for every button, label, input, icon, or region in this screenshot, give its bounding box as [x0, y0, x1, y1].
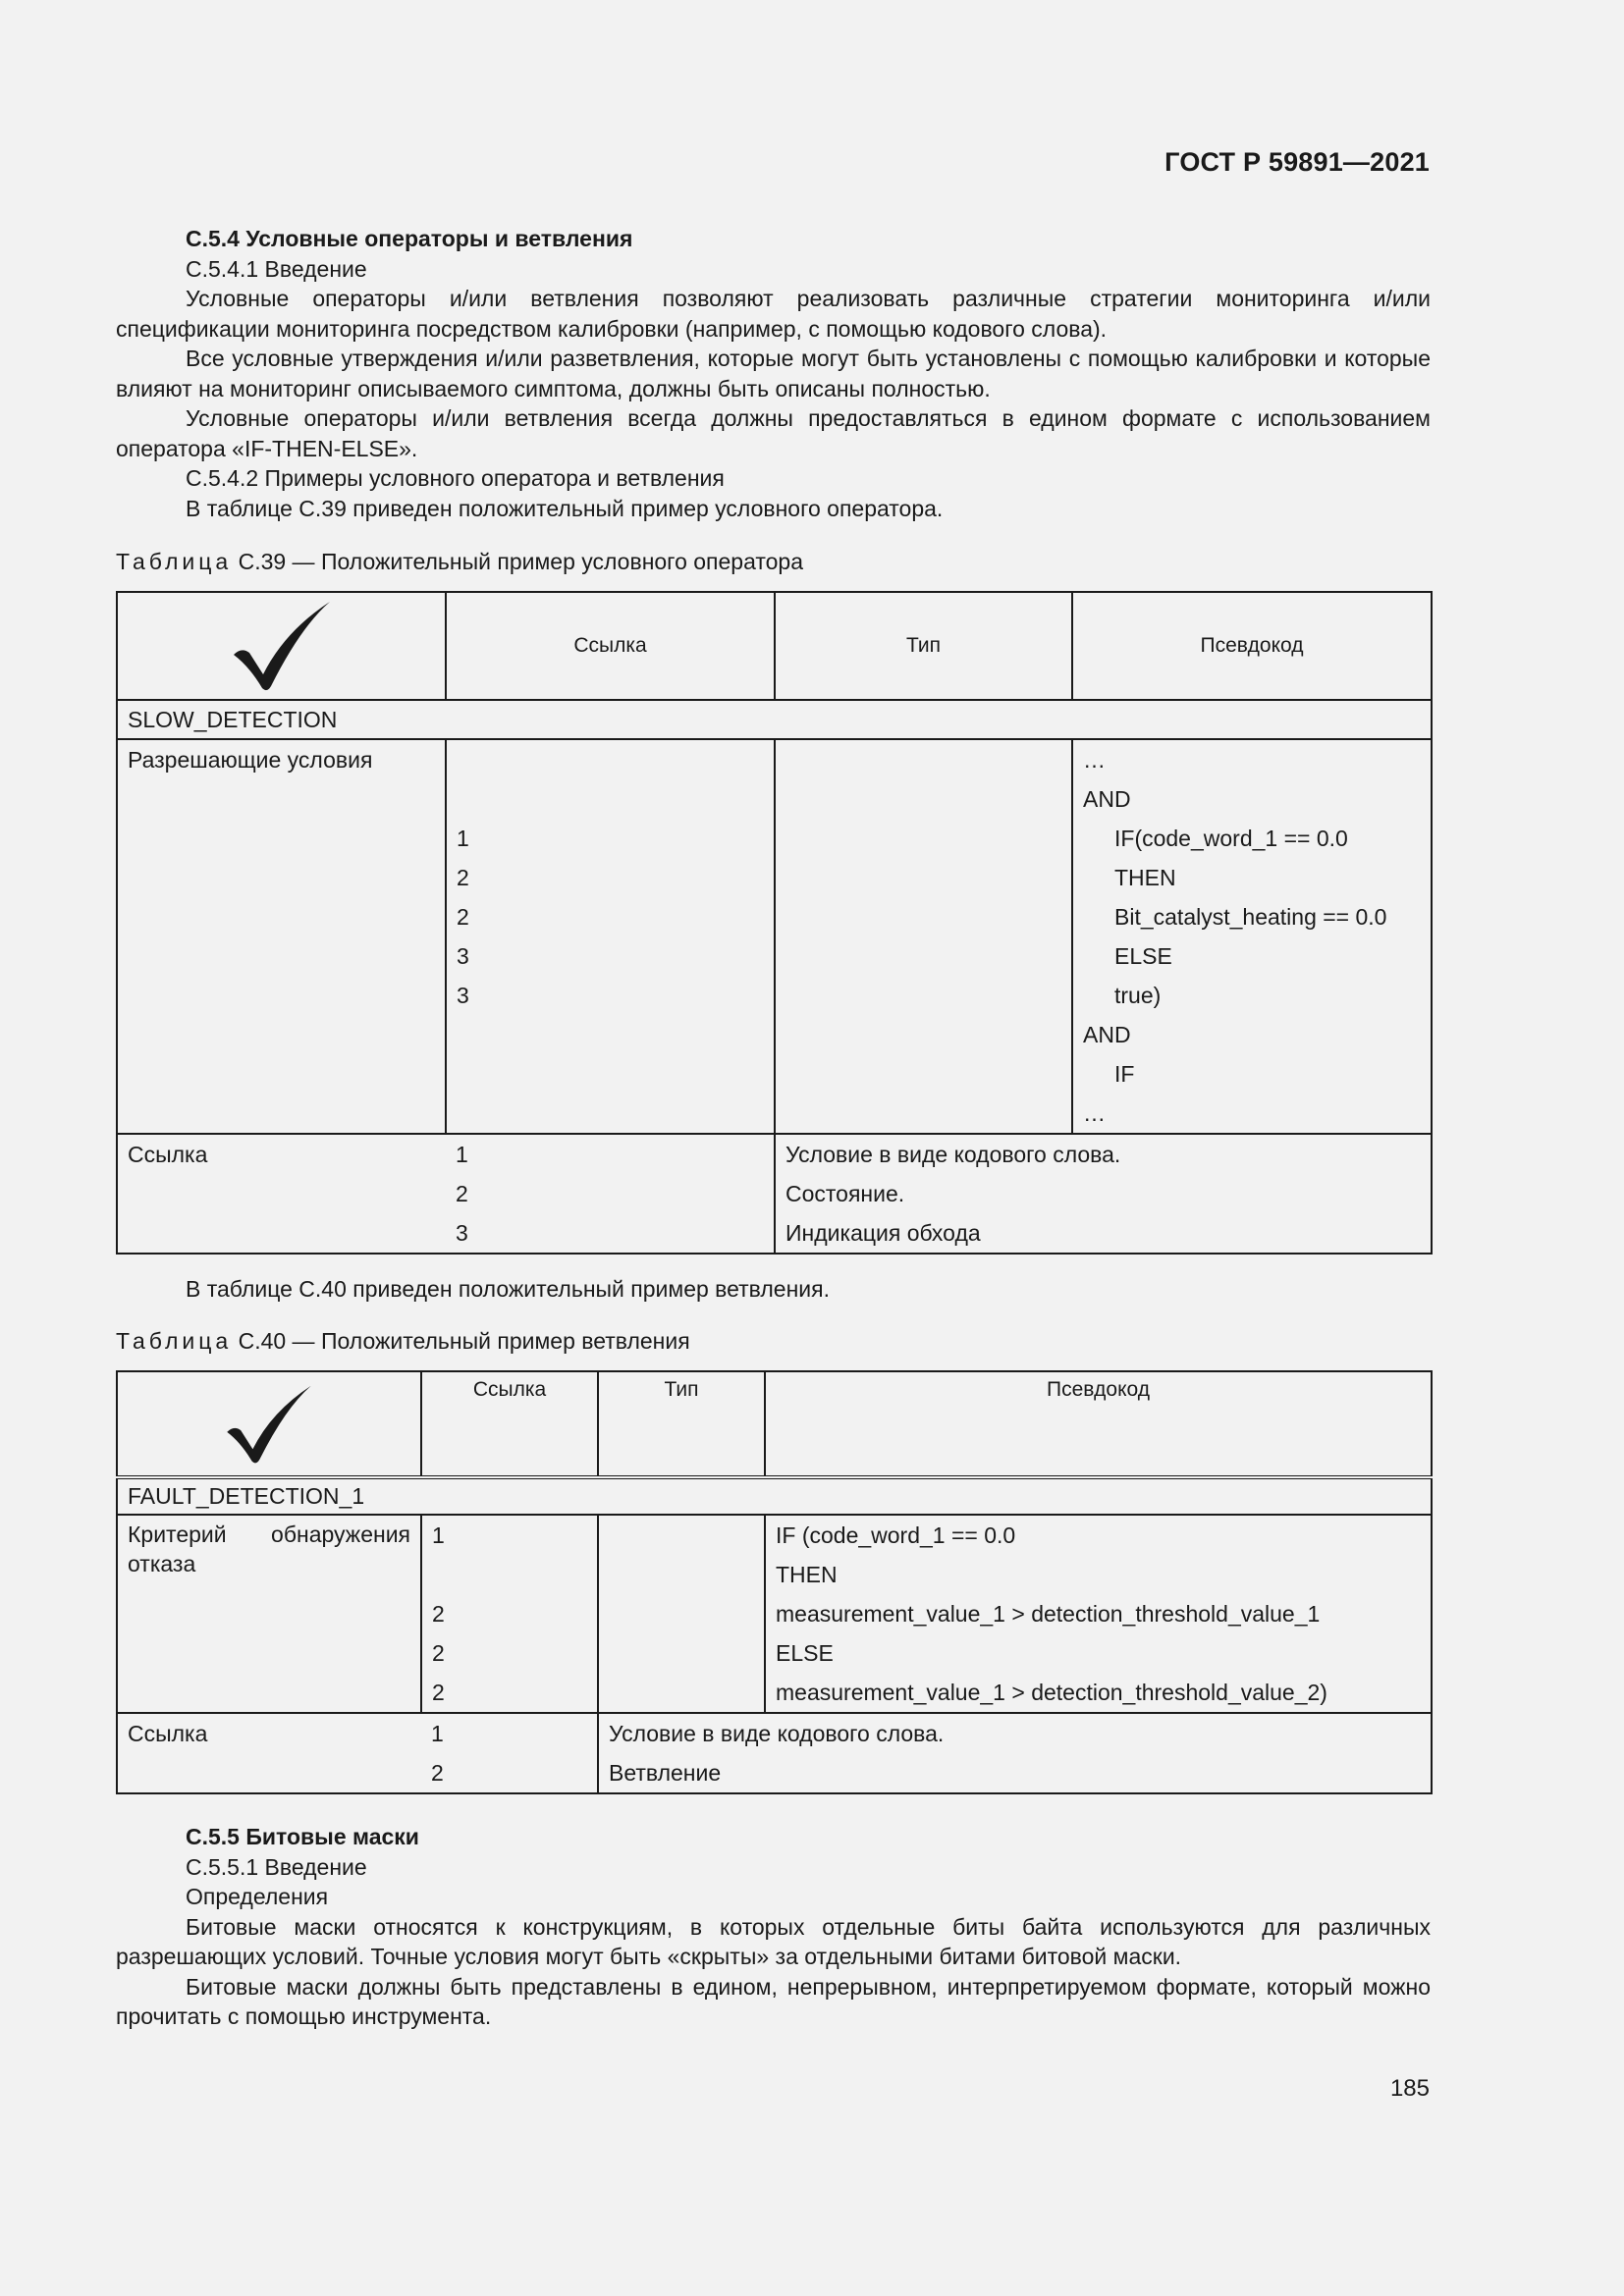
- header-ref: Ссылка: [421, 1371, 598, 1477]
- header-type: Тип: [775, 592, 1072, 700]
- document-code: ГОСТ Р 59891—2021: [1164, 147, 1430, 177]
- code-line: THEN: [1114, 865, 1176, 890]
- code-line: true): [1114, 983, 1162, 1008]
- ref-number: 1: [457, 826, 469, 851]
- legend-numbers: 1 2 3: [446, 1134, 775, 1254]
- type-cell: [598, 1515, 765, 1713]
- code-line: Bit_catalyst_heating == 0.0: [1114, 904, 1387, 930]
- code-line: …: [1083, 747, 1106, 773]
- code-line: IF (code_word_1 == 0.0: [776, 1522, 1016, 1548]
- code-line: AND: [1083, 786, 1131, 812]
- subsection-heading: C.5.5.1 Введение: [186, 1853, 367, 1880]
- ref-numbers-cell: [421, 1515, 598, 1713]
- section-heading: C.5.5 Битовые маски: [186, 1824, 419, 1849]
- legend-label: Ссылка: [117, 1713, 421, 1793]
- page-number: 185: [1389, 2075, 1430, 2102]
- paragraph: Условные операторы и/или ветвления позволяют реализовать различные стратегии мониторинга и/или спецификации мониторинга посредством калибровки (например, с помощью кодового слова).: [116, 286, 1431, 342]
- ref-numbers-cell: [446, 739, 775, 1134]
- table-c40: [116, 1370, 1433, 1794]
- section-c54: [116, 224, 1431, 523]
- subsection-heading: C.5.4.1 Введение: [186, 255, 367, 282]
- pseudocode-cell: [765, 1515, 1432, 1713]
- code-line: ELSE: [776, 1640, 834, 1666]
- code-line: …: [1083, 1100, 1106, 1126]
- paragraph: Битовые маски должны быть представлены в едином, непрерывном, интерпретируемом формате, который можно прочитать с помощью инструмента.: [116, 1973, 1431, 2029]
- ref-number: 2: [457, 865, 469, 890]
- ref-number: [457, 1015, 764, 1054]
- symptom-name-row: FAULT_DETECTION_1: [117, 1477, 1432, 1515]
- condition-label: Критерий обнаружения отказа: [117, 1515, 421, 1713]
- type-cell: [775, 739, 1072, 1134]
- pseudocode-cell: [1072, 739, 1432, 1134]
- ref-number: 2: [457, 904, 469, 930]
- ref-number: 2: [432, 1601, 445, 1627]
- ref-number: 2: [432, 1680, 445, 1705]
- ref-number: [457, 740, 764, 779]
- subsection-heading: Определения: [186, 1884, 329, 1909]
- checkmark-icon: [222, 1379, 316, 1469]
- table-caption: [116, 547, 1431, 577]
- code-line: measurement_value_1 > detection_threshold_value_1: [776, 1601, 1321, 1627]
- paragraph: Условные операторы и/или ветвления всегда должны предоставляться в едином формате с использованием оператора «IF-THEN-ELSE».: [116, 405, 1431, 461]
- header-pseudocode: Псевдокод: [765, 1371, 1432, 1477]
- legend-texts: Условие в виде кодового слова. Ветвление: [598, 1713, 1432, 1793]
- code-line: AND: [1083, 1022, 1131, 1047]
- paragraph-block: [116, 1274, 1431, 1305]
- caption-word: Таблица: [116, 1328, 233, 1354]
- table-c39: [116, 591, 1433, 1255]
- header-check-cell: [117, 592, 446, 700]
- ref-number: 3: [457, 943, 469, 969]
- table-caption: [116, 1326, 1431, 1357]
- paragraph: Битовые маски относятся к конструкциям, в которых отдельные биты байта используются для различных разрешающих условий. Точные условия могут быть «скрыты» за отдельными битами битовой маски.: [116, 1913, 1431, 1969]
- ref-number: [457, 1094, 764, 1133]
- caption-text: C.39 — Положительный пример условного оператора: [238, 549, 804, 574]
- legend-label: Ссылка: [117, 1134, 446, 1254]
- code-line: measurement_value_1 > detection_threshold_value_2): [776, 1680, 1327, 1705]
- ref-number: [457, 779, 764, 819]
- code-line: IF: [1114, 1061, 1135, 1087]
- legend-numbers: 1 2: [421, 1713, 598, 1793]
- caption-text: C.40 — Положительный пример ветвления: [238, 1328, 690, 1354]
- subsection-heading: C.5.4.2 Примеры условного оператора и ветвления: [186, 465, 725, 491]
- symptom-name-row: SLOW_DETECTION: [117, 700, 1432, 739]
- caption-word: Таблица: [116, 549, 233, 574]
- paragraph: В таблице C.40 приведен положительный пример ветвления.: [186, 1276, 830, 1302]
- ref-number: 3: [457, 983, 469, 1008]
- header-check-cell: [117, 1371, 421, 1477]
- code-line: THEN: [776, 1562, 838, 1587]
- checkmark-icon: [228, 598, 336, 694]
- code-line: ELSE: [1114, 943, 1172, 969]
- section-heading: C.5.4 Условные операторы и ветвления: [186, 226, 633, 251]
- ref-number: 2: [432, 1640, 445, 1666]
- legend-texts: Условие в виде кодового слова. Состояние. Индикация обхода: [775, 1134, 1432, 1254]
- code-line: IF(code_word_1 == 0.0: [1114, 826, 1348, 851]
- header-type: Тип: [598, 1371, 765, 1477]
- header-ref: Ссылка: [446, 592, 775, 700]
- ref-number: 1: [432, 1522, 445, 1548]
- ref-number: [432, 1555, 587, 1594]
- ref-number: [457, 1054, 764, 1094]
- condition-label: Разрешающие условия: [117, 739, 446, 1134]
- paragraph: В таблице C.39 приведен положительный пример условного оператора.: [186, 495, 944, 521]
- section-c55: [116, 1822, 1431, 2032]
- header-pseudocode: Псевдокод: [1072, 592, 1432, 700]
- paragraph: Все условные утверждения и/или разветвления, которые могут быть установлены с помощью калибровки и которые влияют на мониторинг описываемого симптома, должны быть описаны полностью.: [116, 346, 1431, 401]
